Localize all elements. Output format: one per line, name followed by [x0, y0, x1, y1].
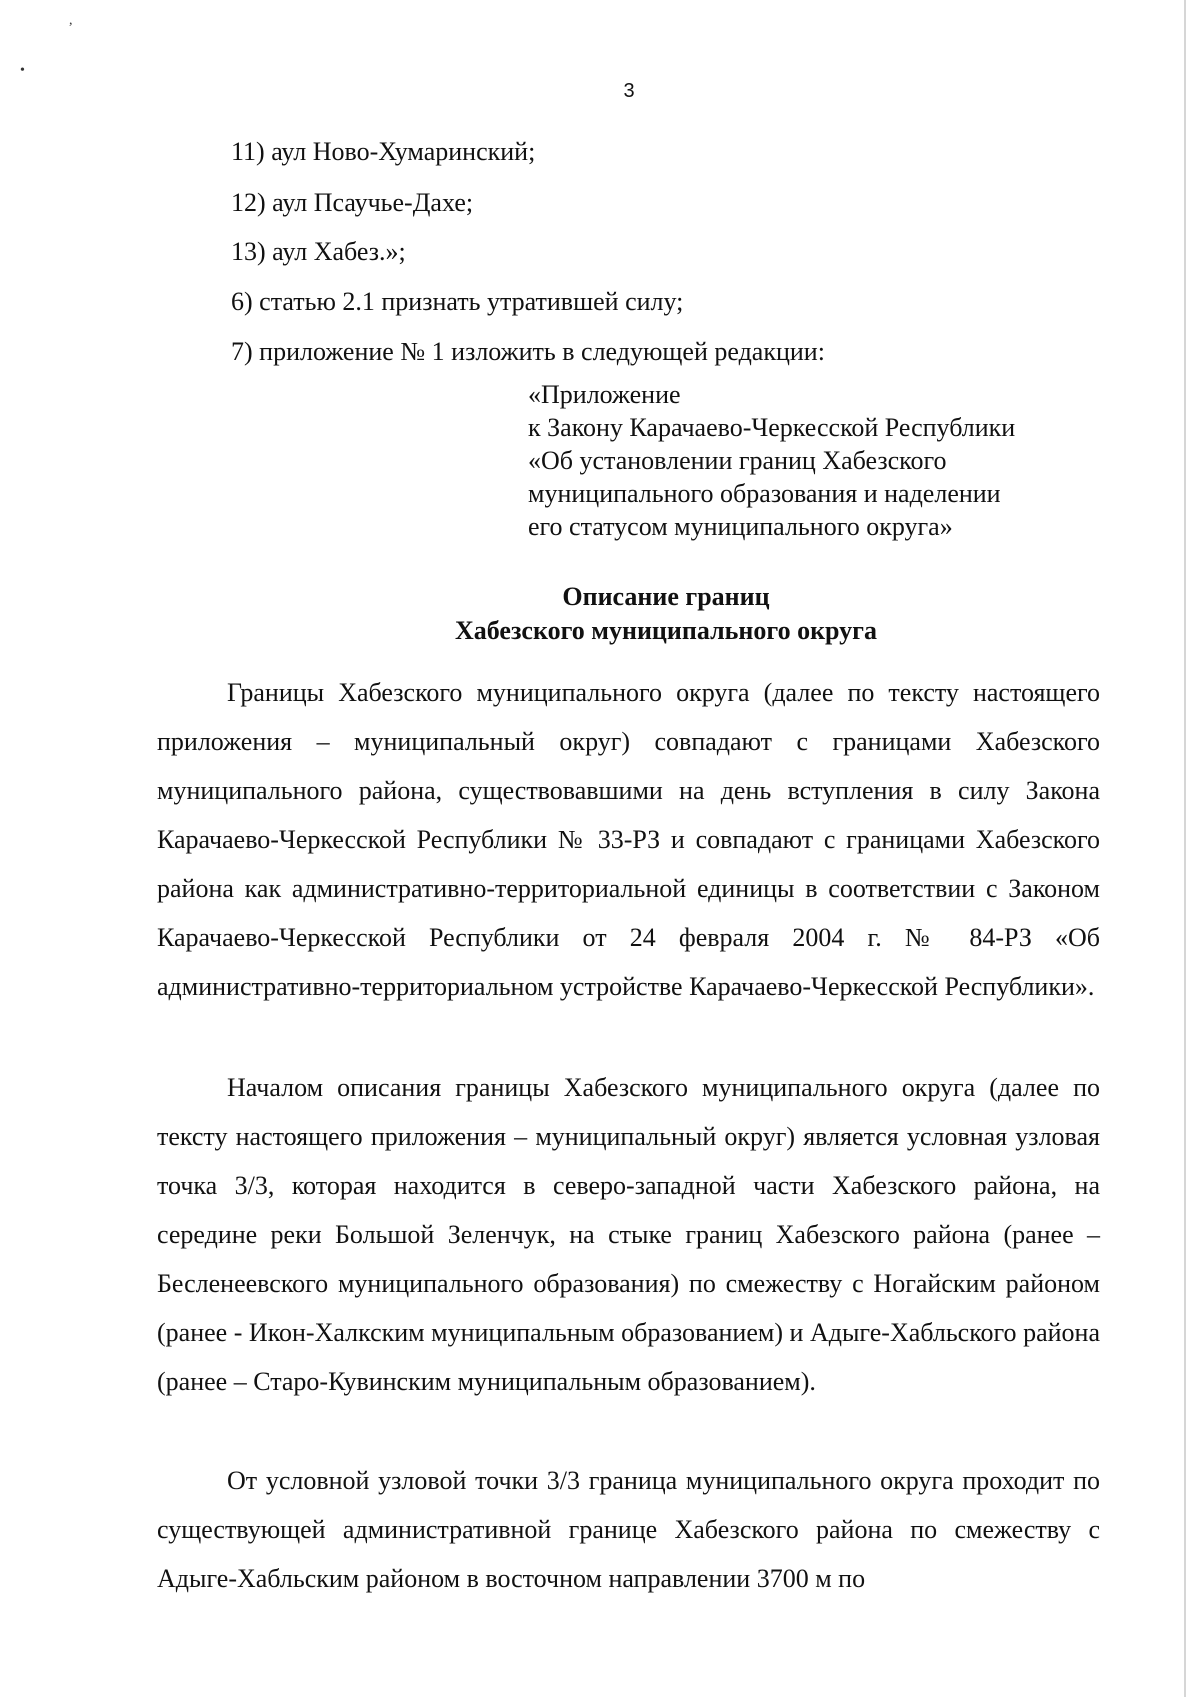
scan-speck: • [20, 63, 25, 78]
section-heading-line: Описание границ [562, 582, 770, 611]
scan-edge [1184, 0, 1186, 1697]
appendix-caption [528, 378, 1015, 543]
appendix-caption-line: «Приложение [528, 380, 681, 409]
body-paragraph: От условной узловой точки 3/3 граница муниципального округа проходит по существующей административной границе Хабезского района по смежеству с Адыге-Хабльским районом в восточном направлении 3700 м по [157, 1466, 1100, 1593]
appendix-caption-line: муниципального образования и наделении [528, 479, 1001, 508]
appendix-caption-line: к Закону Карачаево-Черкесской Республики [528, 413, 1016, 442]
list-line: 7) приложение № 1 изложить в следующей редакции: [231, 337, 825, 366]
body-paragraph: Началом описания границы Хабезского муниципального округа (далее по тексту настоящего приложения – муниципальный округ) является условная узловая точка 3/3, которая находится в северо-западной части Хабезского района, на середине реки Большой Зеленчук, на стыке границ Хабезского района (ранее – Бесленеевского муниципального образования) по смежеству с Ногайским районом (ранее - Икон-Халкским муниципальным образованием) и Адыге-Хабльского района (ранее – Старо-Кувинским муниципальным образованием). [157, 1073, 1100, 1396]
appendix-caption-line: его статусом муниципального округа» [528, 512, 953, 541]
section-heading-line: Хабезского муниципального округа [455, 616, 877, 645]
appendix-caption-line: «Об установлении границ Хабезского [528, 446, 947, 475]
body-paragraph: Границы Хабезского муниципального округа (далее по тексту настоящего приложения – муниципальный округ) совпадают с границами Хабезского муниципального района, существовавшими на день вступления в силу Закона Карачаево-Черкесской Республики № 33-РЗ и совпадают с границами Хабезского района как административно-территориальной единицы в соответствии с Законом Карачаево-Черкесской Республики от 24 февраля 2004 г. № 84-РЗ «Об административно-территориальном устройстве Карачаево-Черкесской Республики». [157, 678, 1100, 1001]
list-line: 13) аул Хабез.»; [231, 237, 406, 266]
list-line: 12) аул Псаучье-Дахе; [231, 188, 474, 217]
list-line: 11) аул Ново-Хумаринский; [231, 137, 536, 166]
list-line: 6) статью 2.1 признать утратившей силу; [231, 287, 684, 316]
page-number: 3 [623, 80, 635, 102]
scan-speck: , [69, 13, 73, 28]
section-heading [0, 580, 1200, 648]
